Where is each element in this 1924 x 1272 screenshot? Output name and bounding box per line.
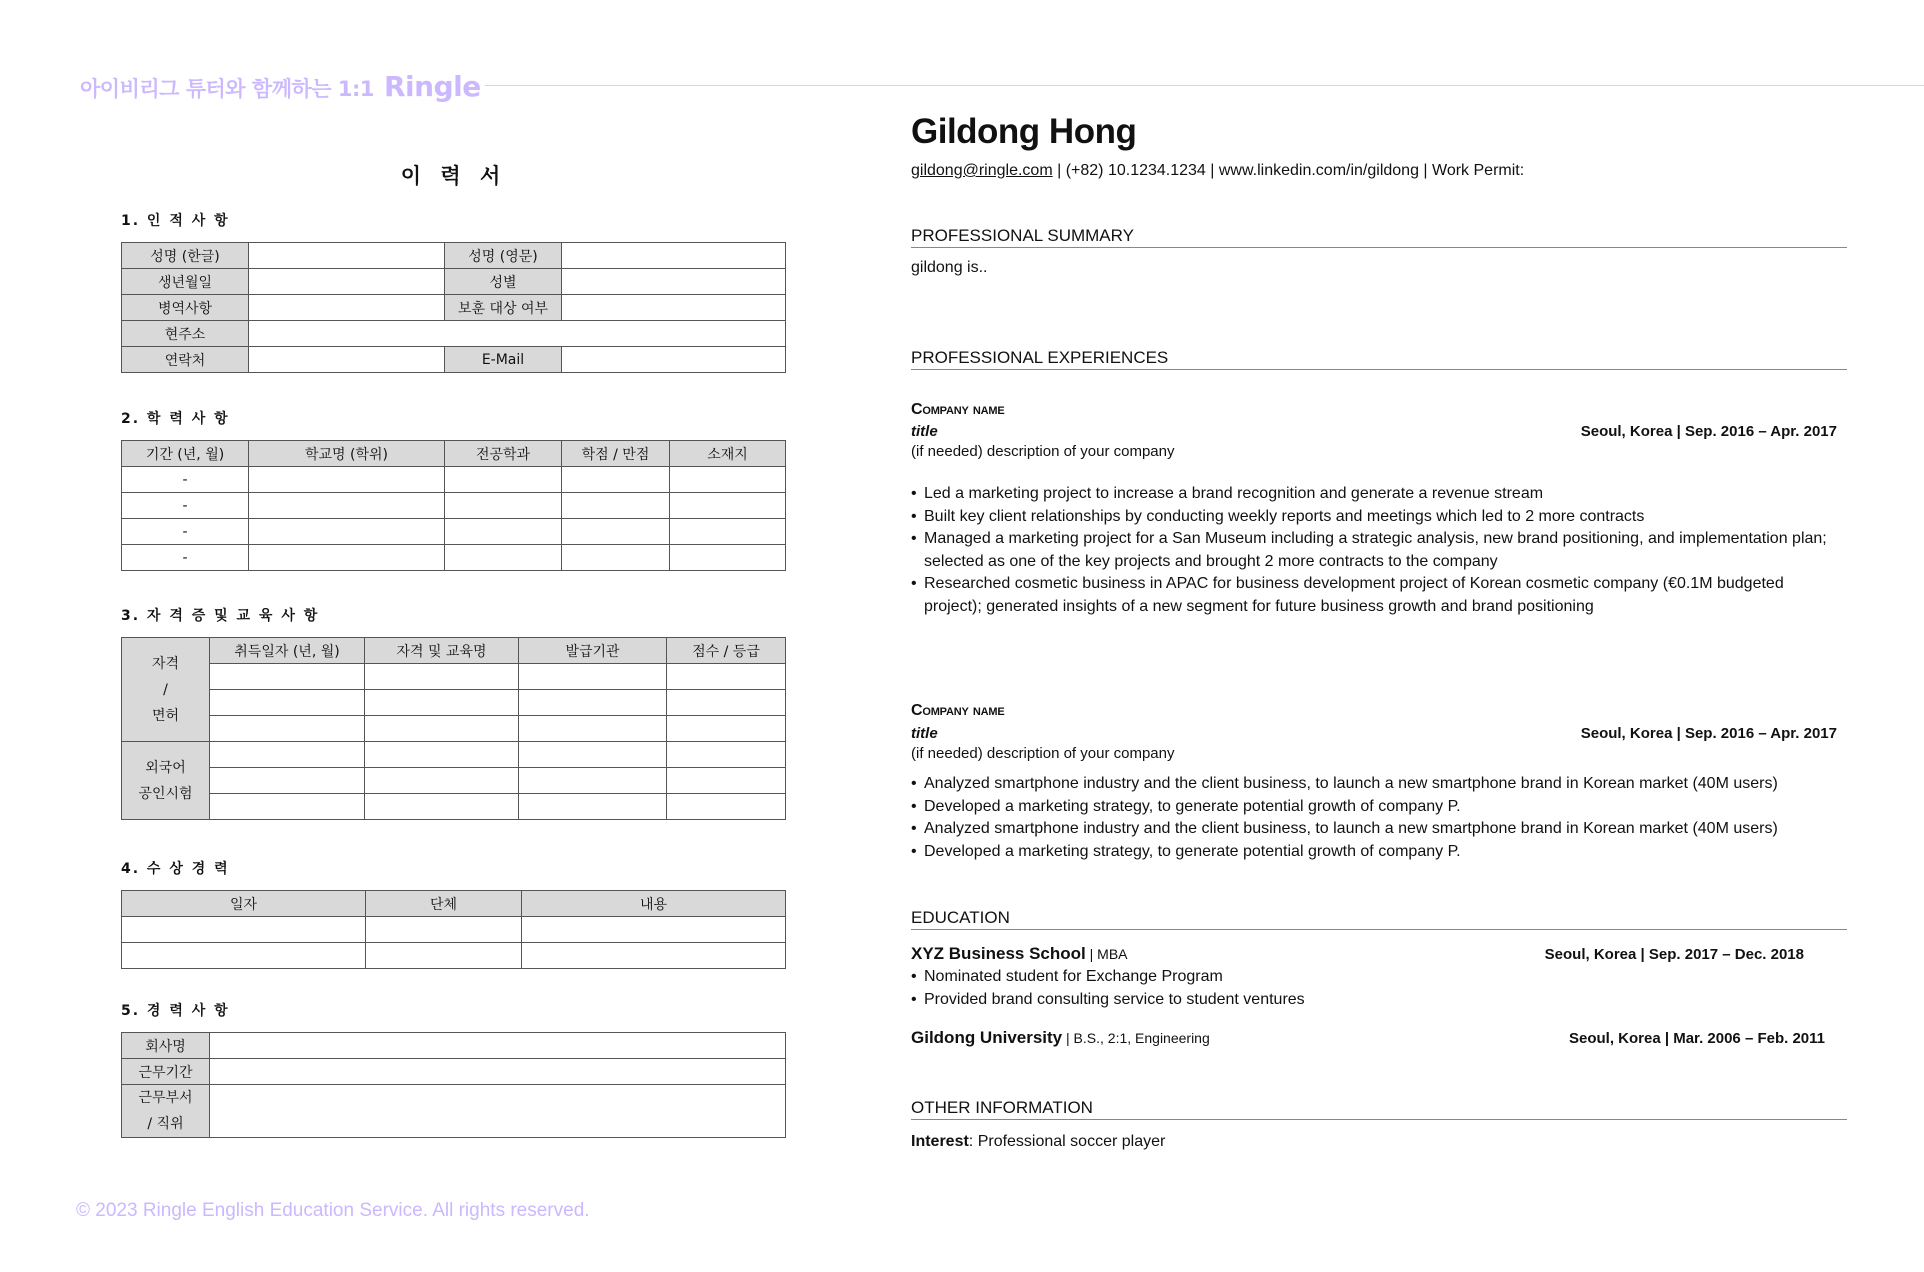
- table-cell[interactable]: [562, 467, 670, 493]
- table-row: [122, 794, 786, 820]
- column-header: 발급기관: [519, 638, 667, 664]
- table-row: [122, 1033, 786, 1059]
- copyright-footer: © 2023 Ringle English Education Service. All rights reserved.: [76, 1200, 590, 1221]
- table-cell[interactable]: [670, 545, 786, 571]
- table-cell[interactable]: [365, 716, 519, 742]
- table-cell[interactable]: [522, 943, 786, 969]
- table-cell[interactable]: [522, 917, 786, 943]
- contact-field[interactable]: [249, 347, 445, 373]
- table-cell[interactable]: [210, 742, 365, 768]
- section-education-heading: 2. 학 력 사 항: [121, 411, 230, 427]
- military-label: 병역사항: [122, 295, 249, 321]
- interest-value: : Professional soccer player: [968, 1133, 1166, 1150]
- military-field[interactable]: [249, 295, 445, 321]
- column-header: 기간 (년, 월): [122, 441, 249, 467]
- table-row: [122, 917, 786, 943]
- table-cell[interactable]: [670, 467, 786, 493]
- job-2-location-date: Seoul, Korea | Sep. 2016 – Apr. 2017: [1580, 725, 1837, 742]
- table-row: [122, 664, 786, 690]
- gender-field[interactable]: [562, 269, 786, 295]
- table-cell[interactable]: [667, 690, 786, 716]
- table-cell[interactable]: [249, 519, 445, 545]
- language-label: 외국어: [145, 759, 186, 776]
- test-label: 공인시험: [138, 785, 193, 802]
- table-row: [122, 243, 786, 269]
- period-label: 근무기간: [122, 1059, 210, 1085]
- table-cell[interactable]: [122, 943, 366, 969]
- license-group-label: [122, 638, 210, 742]
- table-cell[interactable]: [667, 716, 786, 742]
- job-2-bullets: [911, 773, 1841, 863]
- contact-label: 연락처: [122, 347, 249, 373]
- table-cell[interactable]: [249, 493, 445, 519]
- company-field[interactable]: [210, 1033, 786, 1059]
- name-korean-field[interactable]: [249, 243, 445, 269]
- job-2-description: (if needed) description of your company: [911, 745, 1175, 762]
- table-cell[interactable]: [210, 794, 365, 820]
- birthdate-field[interactable]: [249, 269, 445, 295]
- school-2-location-date: Seoul, Korea | Mar. 2006 – Feb. 2011: [1569, 1030, 1825, 1047]
- table-cell[interactable]: [562, 493, 670, 519]
- column-header: 학교명 (학위): [249, 441, 445, 467]
- table-cell[interactable]: [365, 664, 519, 690]
- job-1-bullets: [911, 483, 1841, 618]
- table-cell[interactable]: [667, 664, 786, 690]
- job-1-title: title: [911, 423, 938, 440]
- table-row: [122, 269, 786, 295]
- table-cell[interactable]: [667, 794, 786, 820]
- awards-table: [121, 890, 786, 969]
- list-item: • Built key client relationships by conducting weekly reports and meetings which led to 2 more contracts: [911, 506, 1841, 529]
- column-header: 취득일자 (년, 월): [210, 638, 365, 664]
- period-field[interactable]: [210, 1059, 786, 1085]
- table-cell[interactable]: [365, 690, 519, 716]
- table-cell[interactable]: [365, 768, 519, 794]
- list-item: • Provided brand consulting service to student ventures: [911, 989, 1841, 1012]
- name-korean-label: 성명 (한글): [122, 243, 249, 269]
- table-row: [122, 690, 786, 716]
- birthdate-label: 생년월일: [122, 269, 249, 295]
- table-cell[interactable]: [445, 545, 562, 571]
- school-1-location-date: Seoul, Korea | Sep. 2017 – Dec. 2018: [1544, 946, 1804, 963]
- table-cell[interactable]: [365, 742, 519, 768]
- name-english-field[interactable]: [562, 243, 786, 269]
- table-cell[interactable]: [562, 545, 670, 571]
- period-cell[interactable]: -: [122, 467, 249, 493]
- table-cell[interactable]: [210, 690, 365, 716]
- table-cell[interactable]: [445, 519, 562, 545]
- job-1-description: (if needed) description of your company: [911, 443, 1175, 460]
- list-item: • Developed a marketing strategy, to generate potential growth of company P.: [911, 841, 1841, 864]
- table-cell[interactable]: [210, 664, 365, 690]
- position-text: / 직위: [147, 1116, 184, 1132]
- license-label: 자격: [151, 655, 180, 672]
- period-cell[interactable]: -: [122, 545, 249, 571]
- list-item: • Analyzed smartphone industry and the client business, to launch a new smartphone brand in Korean market (40M users): [911, 818, 1841, 841]
- candidate-name: Gildong Hong: [911, 112, 1137, 151]
- list-item: • Nominated student for Exchange Program: [911, 966, 1841, 989]
- table-header-row: [122, 891, 786, 917]
- section-certificates-heading: 3. 자 격 증 및 교 육 사 항: [121, 608, 320, 624]
- job-2-title: title: [911, 725, 938, 742]
- period-cell[interactable]: -: [122, 519, 249, 545]
- table-row: [122, 295, 786, 321]
- table-cell[interactable]: [519, 794, 667, 820]
- contact-line: [911, 162, 1524, 180]
- contact-details: | (+82) 10.1234.1234 | www.linkedin.com/in/gildong | Work Permit:: [1052, 162, 1525, 179]
- company-label: 회사명: [122, 1033, 210, 1059]
- table-cell[interactable]: [249, 545, 445, 571]
- list-item: • Researched cosmetic business in APAC for business development project of Korean cosmetic company (€0.1M budgeted project); generated insights of a new segment for future business growth and brand positioning: [911, 573, 1841, 618]
- school-2-name: Gildong University: [911, 1028, 1063, 1047]
- column-header: 소재지: [670, 441, 786, 467]
- table-cell[interactable]: [667, 768, 786, 794]
- license-label-2: 면허: [151, 707, 180, 724]
- education-history-table: [121, 440, 786, 571]
- job-1-location-date: Seoul, Korea | Sep. 2016 – Apr. 2017: [1580, 423, 1837, 440]
- table-header-row: [122, 441, 786, 467]
- experiences-heading: PROFESSIONAL EXPERIENCES: [911, 348, 1847, 370]
- table-row: [122, 943, 786, 969]
- list-item: • Analyzed smartphone industry and the client business, to launch a new smartphone brand in Korean market (40M users): [911, 773, 1841, 796]
- table-cell[interactable]: [519, 742, 667, 768]
- table-cell[interactable]: [562, 519, 670, 545]
- column-header: 학점 / 만점: [562, 441, 670, 467]
- email-field[interactable]: [562, 347, 786, 373]
- table-row: [122, 467, 786, 493]
- table-row: [122, 493, 786, 519]
- header-divider: [485, 85, 1924, 86]
- school-2: [911, 1028, 1210, 1048]
- job-2-company: Company name: [911, 702, 1005, 719]
- veteran-field[interactable]: [562, 295, 786, 321]
- veteran-label: 보훈 대상 여부: [445, 295, 562, 321]
- table-cell[interactable]: [519, 768, 667, 794]
- column-header: 일자: [122, 891, 366, 917]
- list-item: • Managed a marketing project for a San Museum including a strategic analysis, new brand positioning, and implementation plan; selected as one of the key projects and brought 2 more contracts to the company: [911, 528, 1841, 573]
- table-cell[interactable]: [210, 768, 365, 794]
- table-cell[interactable]: [366, 943, 522, 969]
- form-title: 이 력 서: [400, 164, 507, 188]
- table-cell[interactable]: [519, 690, 667, 716]
- column-header: 점수 / 등급: [667, 638, 786, 664]
- column-header: 단체: [366, 891, 522, 917]
- school-1-name: XYZ Business School: [911, 944, 1086, 963]
- table-cell[interactable]: [366, 917, 522, 943]
- name-english-label: 성명 (영문): [445, 243, 562, 269]
- table-header-row: [122, 638, 786, 664]
- table-row: [122, 768, 786, 794]
- email-link[interactable]: gildong@ringle.com: [911, 162, 1053, 179]
- table-cell[interactable]: [445, 467, 562, 493]
- section-career-heading: 5. 경 력 사 항: [121, 1003, 230, 1019]
- summary-text: gildong is..: [911, 259, 988, 276]
- section-personal-heading: 1. 인 적 사 항: [121, 213, 230, 229]
- table-row: [122, 545, 786, 571]
- table-cell[interactable]: [670, 519, 786, 545]
- license-separator: /: [163, 681, 168, 698]
- interest-line: [911, 1133, 1165, 1151]
- table-cell[interactable]: [210, 716, 365, 742]
- column-header: 전공학과: [445, 441, 562, 467]
- table-row: [122, 1059, 786, 1085]
- career-table: [121, 1032, 786, 1138]
- column-header: 자격 및 교육명: [365, 638, 519, 664]
- summary-heading: PROFESSIONAL SUMMARY: [911, 226, 1847, 248]
- personal-info-table: [121, 242, 786, 373]
- address-field[interactable]: [249, 321, 786, 347]
- school-1-degree: | MBA: [1085, 946, 1128, 962]
- table-cell[interactable]: [445, 493, 562, 519]
- section-awards-heading: 4. 수 상 경 력: [121, 861, 230, 877]
- interest-label: Interest: [911, 1133, 969, 1150]
- list-item: • Led a marketing project to increase a brand recognition and generate a revenue stream: [911, 483, 1841, 506]
- ringle-logo: Ringle: [384, 70, 481, 103]
- department-text: 근무부서: [138, 1090, 193, 1106]
- period-cell[interactable]: -: [122, 493, 249, 519]
- school-1: [911, 944, 1128, 964]
- table-cell[interactable]: [249, 467, 445, 493]
- email-label: E-Mail: [445, 347, 562, 373]
- table-row: [122, 716, 786, 742]
- job-1-company: Company name: [911, 401, 1005, 418]
- table-row: [122, 1085, 786, 1138]
- column-header: 내용: [522, 891, 786, 917]
- language-test-group-label: [122, 742, 210, 820]
- department-label: [122, 1085, 210, 1138]
- school-2-degree: | B.S., 2:1, Engineering: [1062, 1030, 1210, 1046]
- table-row: [122, 742, 786, 768]
- gender-label: 성별: [445, 269, 562, 295]
- school-1-bullets: [911, 966, 1841, 1011]
- other-info-heading: OTHER INFORMATION: [911, 1098, 1847, 1120]
- brand-tagline: 아이비리그 튜터와 함께하는 1:1: [80, 77, 374, 101]
- brand-header: [80, 70, 481, 103]
- table-cell[interactable]: [122, 917, 366, 943]
- certificates-table: [121, 637, 786, 820]
- table-cell[interactable]: [519, 664, 667, 690]
- table-cell[interactable]: [670, 493, 786, 519]
- table-row: [122, 519, 786, 545]
- education-heading: EDUCATION: [911, 908, 1847, 930]
- list-item: • Developed a marketing strategy, to generate potential growth of company P.: [911, 796, 1841, 819]
- table-row: [122, 321, 786, 347]
- table-cell[interactable]: [519, 716, 667, 742]
- table-row: [122, 347, 786, 373]
- address-label: 현주소: [122, 321, 249, 347]
- department-field[interactable]: [210, 1085, 786, 1138]
- table-cell[interactable]: [365, 794, 519, 820]
- table-cell[interactable]: [667, 742, 786, 768]
